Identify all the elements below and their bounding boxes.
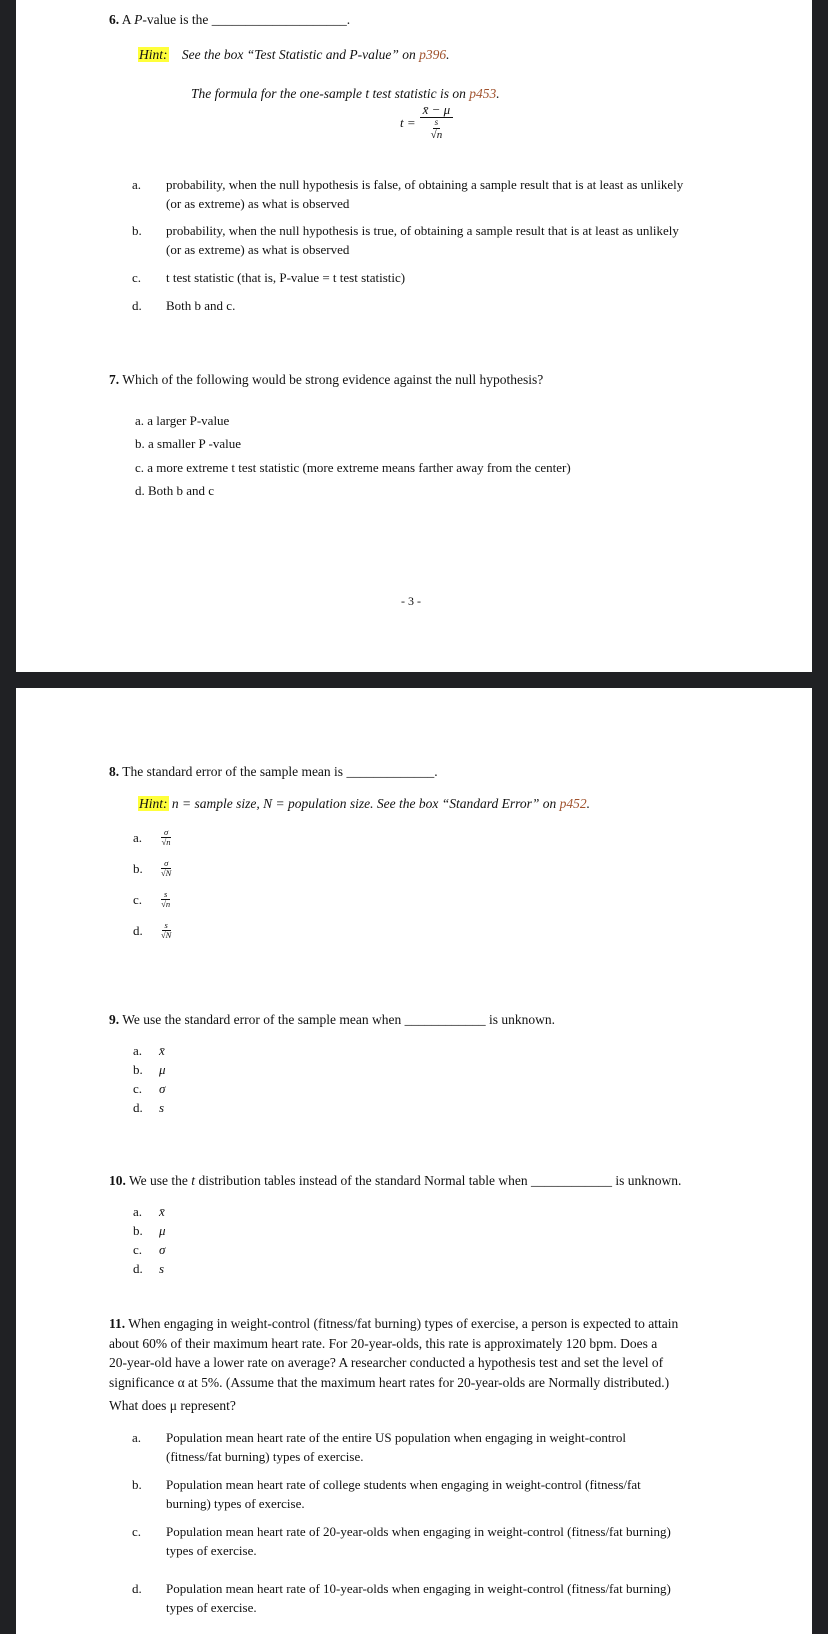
option-7b[interactable]: b. a smaller P -value	[135, 436, 242, 451]
question-number: 8.	[109, 764, 120, 779]
option-11b[interactable]: b. Population mean heart rate of college students when engaging in weight-control (fitness/fat burning) types of exercise.	[132, 1477, 641, 1511]
option-11a[interactable]: a. Population mean heart rate of the entire US population when engaging in weight-control (fitness/fat burning) types of exercise.	[132, 1430, 626, 1464]
option-7c[interactable]: c. a more extreme t test statistic (more extreme means farther away from the center)	[135, 460, 571, 475]
question-11-subquestion: What does μ represent?	[109, 1398, 236, 1413]
question-number: 11.	[109, 1316, 126, 1331]
question-number: 6.	[109, 12, 120, 27]
answer-blank: ____________	[404, 1012, 486, 1027]
question-9-stem: 9. We use the standard error of the sample mean when ____________ is unknown.	[109, 1012, 555, 1027]
option-6c[interactable]: c. t test statistic (that is, P-value = t test statistic)	[132, 270, 406, 285]
fraction: $\frac{\sigma}{√N}$	[161, 858, 172, 879]
option-9a[interactable]: a. x̄	[133, 1043, 165, 1058]
fraction: $\frac{s}{√N}$	[161, 920, 172, 941]
question-10-stem: 10. We use the t distribution tables instead of the standard Normal table when ____________ is unknown.	[109, 1173, 682, 1188]
question-8-stem: 8. The standard error of the sample mean is _____________.	[109, 764, 438, 779]
page-link[interactable]: p396	[419, 47, 447, 62]
option-6a[interactable]: a. probability, when the null hypothesis is false, of obtaining a sample result that is at least as unlikely (or as extreme) as what is observed	[132, 177, 684, 211]
question-6-hint: Hint: See the box “Test Statistic and P-value” on p396.	[139, 47, 450, 62]
option-8a[interactable]: a. $\frac{\sigma}{√n}$	[133, 827, 171, 848]
option-11d[interactable]: d. Population mean heart rate of 10-year-olds when engaging in weight-control (fitness/fat burning) types of exercise.	[132, 1581, 671, 1615]
option-7a[interactable]: a. a larger P-value	[135, 413, 230, 428]
question-6-stem: 6. A P-value is the ____________________.	[109, 12, 351, 27]
answer-blank: ____________________	[211, 12, 347, 27]
document-page-1	[16, 0, 812, 672]
question-number: 10.	[109, 1173, 126, 1188]
formula-fraction: x̄ − μ s √n	[420, 103, 454, 142]
option-8b[interactable]: b. $\frac{\sigma}{√N}$	[133, 858, 172, 879]
question-11-stem: 11. When engaging in weight-control (fitness/fat burning) types of exercise, a person is expected to attain about 60% of their maximum heart rate. For 20-year-olds, this rate is approximately 120 bpm. Does a 20-year-old have a lower rate on average? A researcher conducted a hypothesis test and set the level of significance α at 5%. (Assume that the maximum heart rates for 20-year-olds are Normally distributed.)	[109, 1316, 679, 1390]
document-page-2	[16, 688, 812, 1634]
option-9c[interactable]: c. σ	[133, 1081, 166, 1096]
fraction: $\frac{s}{√n}$	[161, 889, 171, 910]
option-8c[interactable]: c. $\frac{s}{√n}$	[133, 889, 171, 910]
page-link[interactable]: p452	[559, 796, 587, 811]
option-10d[interactable]: d. s	[133, 1261, 165, 1276]
fraction: $\frac{\sigma}{√n}$	[161, 827, 171, 848]
t-statistic-formula: t = x̄ − μ s √n	[400, 103, 453, 142]
question-8-hint: Hint: n = sample size, N = population size. See the box “Standard Error” on p452.	[139, 796, 590, 811]
option-10c[interactable]: c. σ	[133, 1242, 166, 1257]
page-link[interactable]: p453	[469, 86, 497, 101]
page-number: - 3 -	[401, 594, 421, 608]
option-10b[interactable]: b. μ	[133, 1223, 166, 1238]
option-9d[interactable]: d. s	[133, 1100, 165, 1115]
question-number: 9.	[109, 1012, 120, 1027]
answer-blank: ____________	[530, 1173, 612, 1188]
option-10a[interactable]: a. x̄	[133, 1204, 165, 1219]
option-11c[interactable]: c. Population mean heart rate of 20-year-olds when engaging in weight-control (fitness/fat burning) types of exercise.	[132, 1524, 671, 1558]
option-9b[interactable]: b. μ	[133, 1062, 166, 1077]
question-number: 7.	[109, 372, 120, 387]
option-8d[interactable]: d. $\frac{s}{√N}$	[133, 920, 172, 941]
option-7d[interactable]: d. Both b and c	[135, 483, 215, 498]
option-6d[interactable]: d. Both b and c.	[132, 298, 236, 313]
hint-label: Hint:	[139, 796, 168, 811]
formula-reference: The formula for the one-sample t test statistic is on p453.	[191, 86, 500, 101]
option-6b[interactable]: b. probability, when the null hypothesis is true, of obtaining a sample result that is at least as unlikely (or as extreme) as what is observed	[132, 223, 679, 257]
hint-label: Hint:	[139, 47, 168, 62]
question-7-stem: 7. Which of the following would be strong evidence against the null hypothesis?	[109, 372, 544, 387]
answer-blank: _____________	[346, 764, 435, 779]
